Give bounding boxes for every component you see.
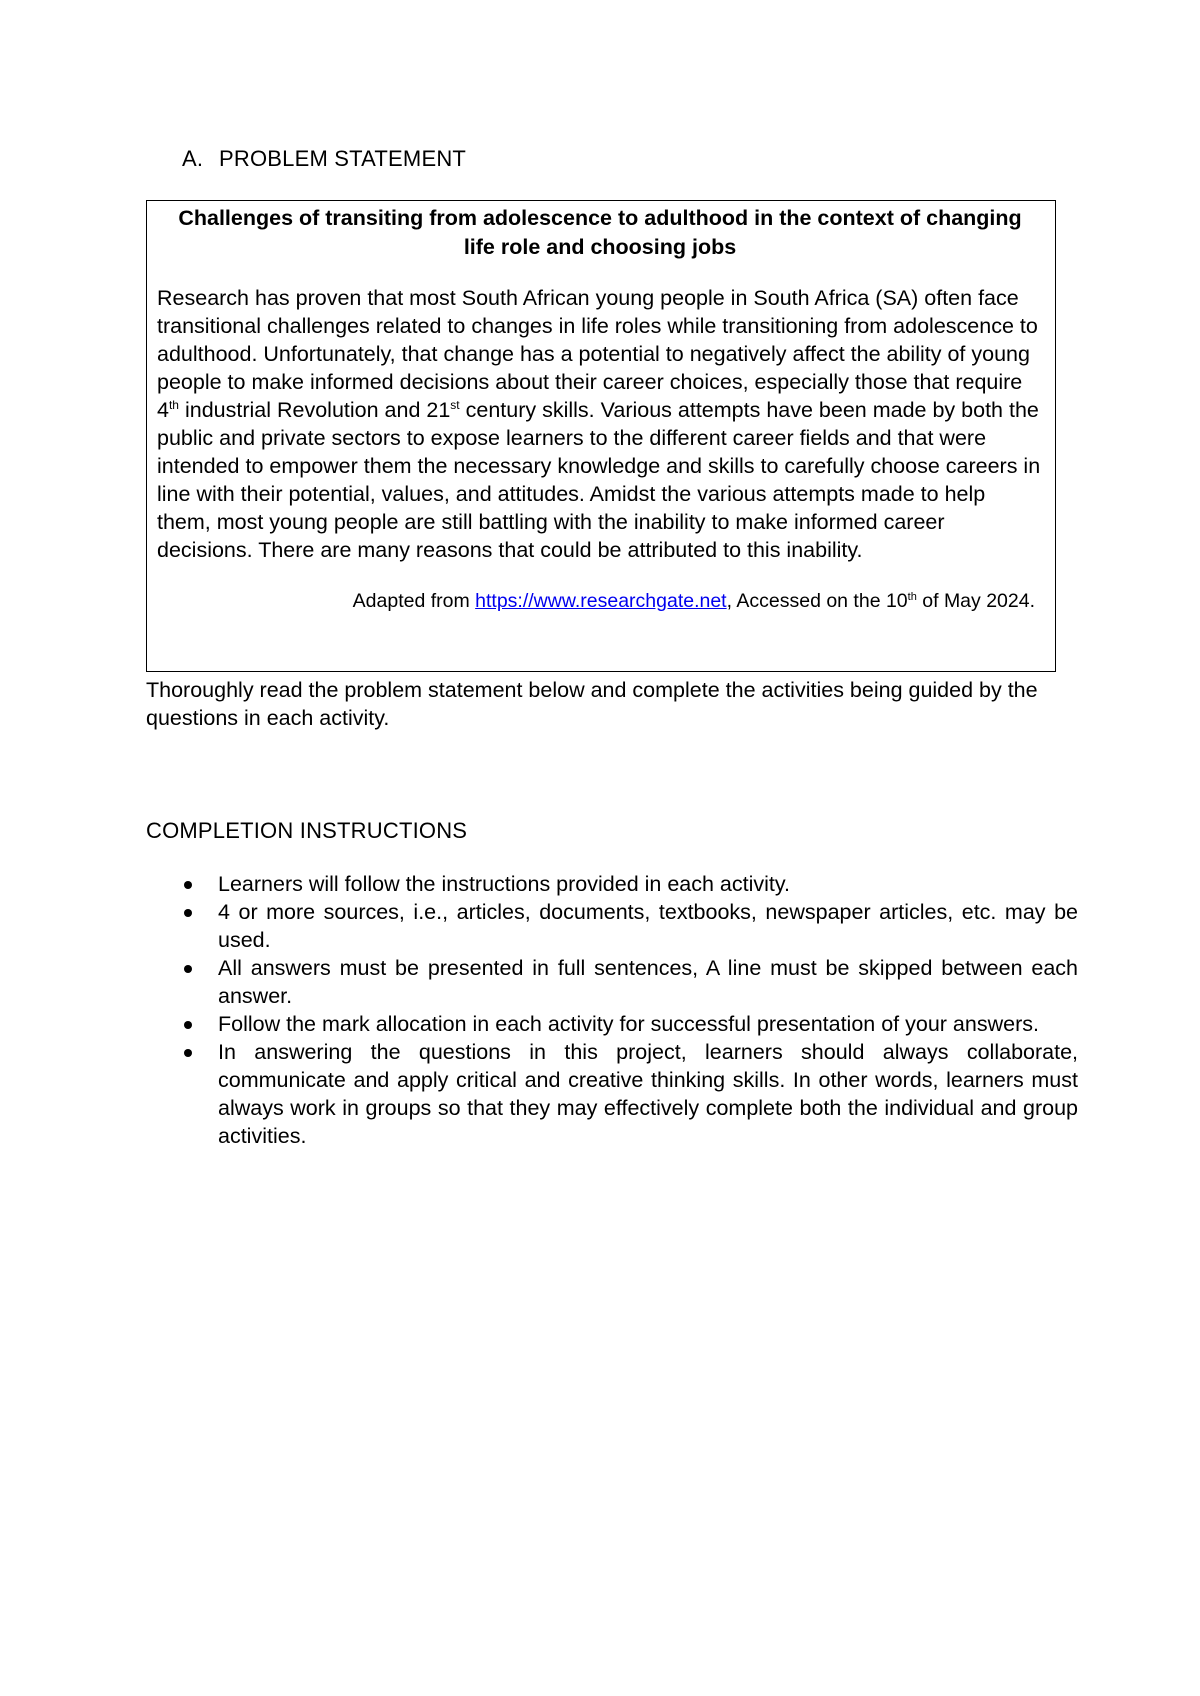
problem-statement-title: Challenges of transiting from adolescence to adulthood in the context of changing life role and choosing jobs bbox=[178, 206, 1022, 259]
list-item-text: All answers must be presented in full sentences, A line must be skipped between each answer. bbox=[218, 956, 1078, 1008]
source-superscript: th bbox=[907, 591, 917, 603]
list-item-text: In answering the questions in this project, learners should always collaborate, communicate and apply critical and creative thinking skills. In other words, learners must always work in groups so that they may effectively complete both the individual and group activities. bbox=[218, 1040, 1078, 1148]
problem-statement-heading bbox=[182, 146, 466, 172]
list-item bbox=[146, 870, 1078, 898]
source-link[interactable]: https://www.researchgate.net bbox=[475, 590, 727, 612]
source-middle: , Accessed on the 10 bbox=[726, 590, 908, 612]
body-text-part-2: industrial Revolution and 21 bbox=[178, 398, 451, 422]
completion-instructions-list bbox=[146, 870, 1078, 1150]
list-item-text: Follow the mark allocation in each activity for successful presentation of your answers. bbox=[218, 1012, 1039, 1036]
list-item-text: Learners will follow the instructions provided in each activity. bbox=[218, 872, 791, 896]
source-citation bbox=[157, 587, 1043, 615]
bullet-icon bbox=[184, 1049, 192, 1057]
bullet-icon bbox=[184, 881, 192, 889]
list-item-text: 4 or more sources, i.e., articles, documents, textbooks, newspaper articles, etc. may be used. bbox=[218, 900, 1078, 952]
problem-statement-box bbox=[146, 200, 1056, 672]
intro-paragraph: Thoroughly read the problem statement below and complete the activities being guided by the questions in each activity. bbox=[146, 678, 1038, 730]
bullet-icon bbox=[184, 965, 192, 973]
superscript-st: st bbox=[450, 398, 460, 412]
body-text-part-1: Research has proven that most South African young people in South Africa (SA) often face transitional challenges related to changes in life roles while transitioning from adolescence to adulthood. Unfortunately, that change has a potential to negatively affect the ability of young people to make informed decisions about their career choices, especially those that require 4 bbox=[157, 286, 1038, 422]
problem-statement-body bbox=[157, 284, 1043, 564]
bullet-icon bbox=[184, 909, 192, 917]
list-item bbox=[146, 954, 1078, 1010]
list-item bbox=[146, 1038, 1078, 1150]
superscript-th: th bbox=[168, 398, 179, 412]
body-text-part-3: century skills. Various attempts have been made by both the public and private sectors to expose learners to the different career fields and that were intended to empower them the necessary knowledge and skills to carefully choose careers in line with their potential, values, and attitudes. Amidst the various attempts made to help them, most young people are still battling with the inability to make informed career decisions. There are many reasons that could be attributed to this inability. bbox=[157, 398, 1041, 562]
section-number: A. bbox=[182, 146, 204, 171]
completion-instructions-heading: COMPLETION INSTRUCTIONS bbox=[146, 818, 468, 843]
bullet-icon bbox=[184, 1021, 192, 1029]
list-item bbox=[146, 898, 1078, 954]
source-suffix: of May 2024. bbox=[916, 590, 1035, 612]
source-prefix: Adapted from bbox=[352, 590, 476, 612]
list-item bbox=[146, 1010, 1078, 1038]
section-title: PROBLEM STATEMENT bbox=[219, 146, 467, 171]
